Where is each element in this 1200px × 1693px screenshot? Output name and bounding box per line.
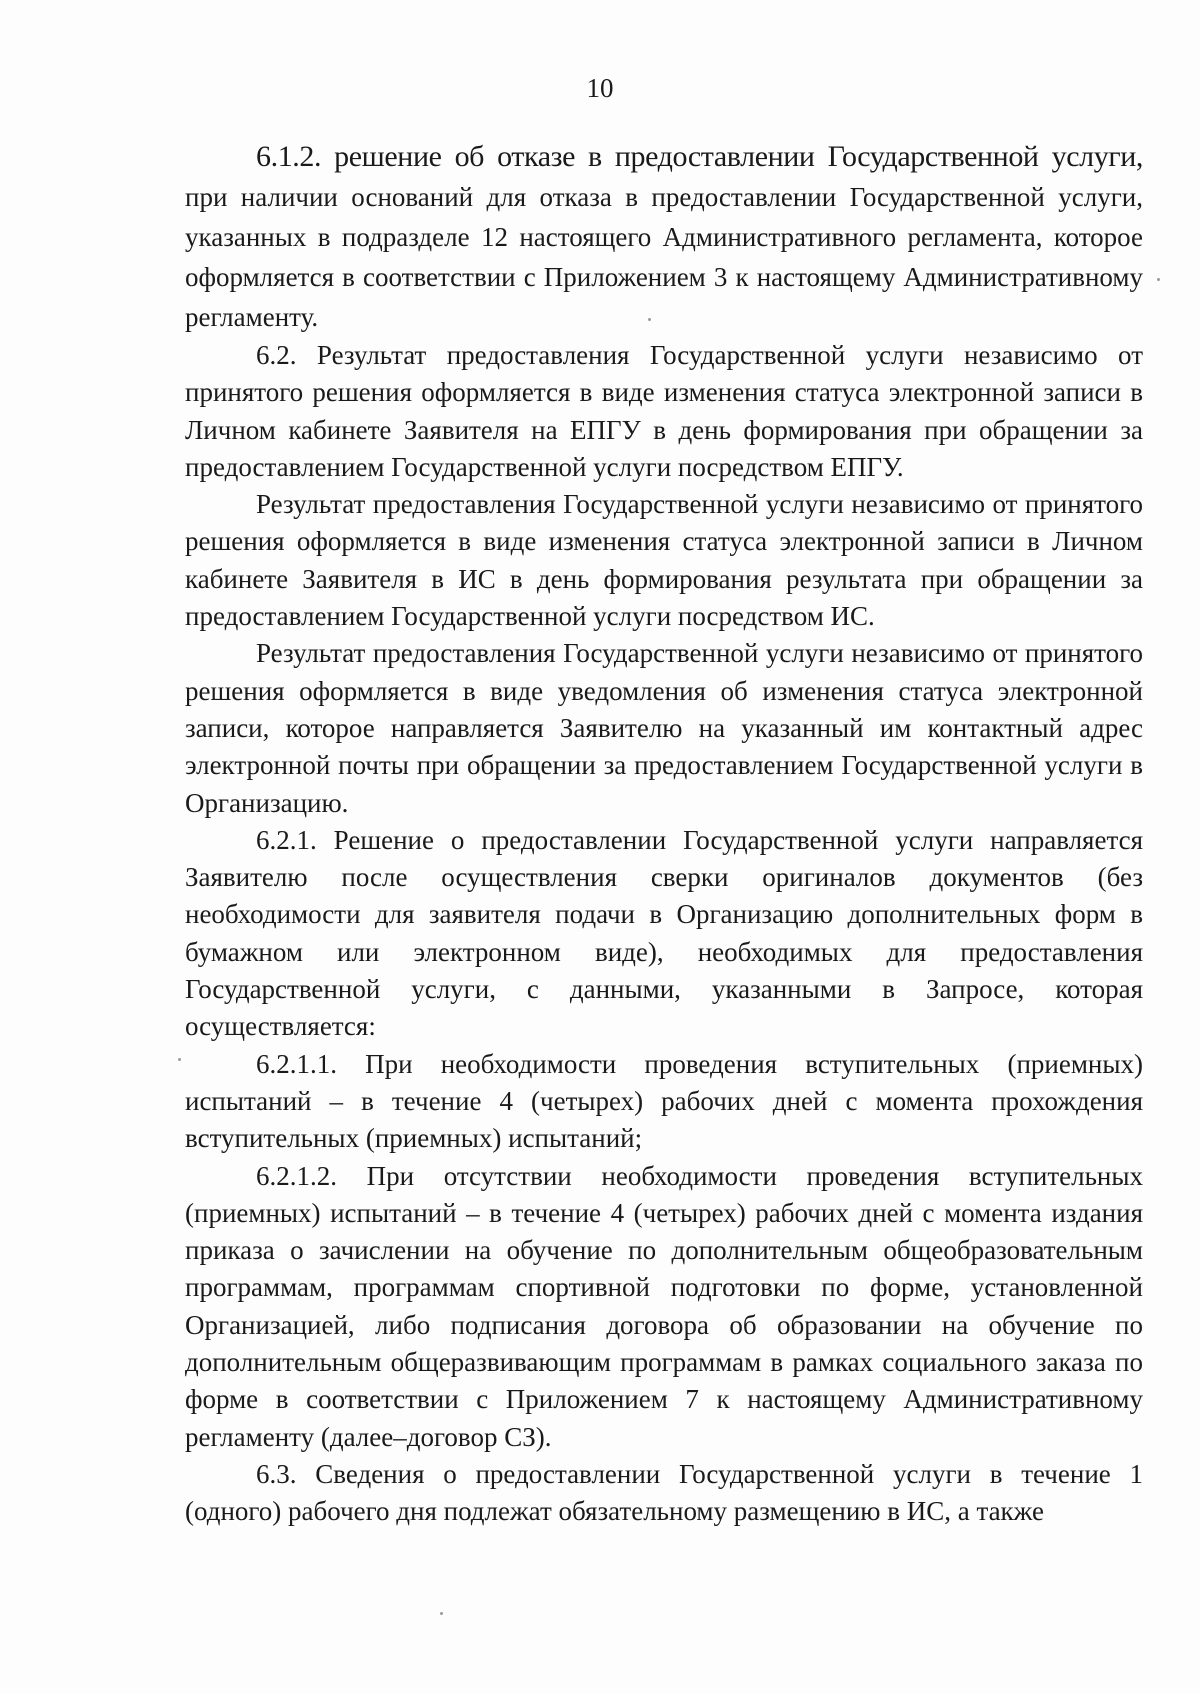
paragraph-6-2: 6.2. Результат предоставления Государственной услуги независимо от принятого решения оформляется в виде изменения статуса электронной записи в Личном кабинете Заявителя на ЕПГУ в день формирования при обращении за предоставлением Государственной услуги посредством ЕПГУ. [185, 340, 1143, 482]
scan-speck [178, 1058, 181, 1061]
paragraph-6-2-result-is: Результат предоставления Государственной услуги независимо от принятого решения оформляется в виде изменения статуса электронной записи в Личном кабинете Заявителя в ИС в день формирования результата при обращении за предоставлением Государственной услуги посредством ИС. [185, 489, 1143, 632]
document-body [185, 137, 1143, 1531]
paragraph-6-1-2 [185, 137, 1143, 337]
paragraph-6-2-result-organization: Результат предоставления Государственной услуги независимо от принятого решения оформляется в виде уведомления об изменения статуса электронной записи, которое направляется Заявителю на указанный им контактный адрес электронной почты при обращении за предоставлением Государственной услуги в Организацию. [185, 638, 1143, 818]
paragraph-6-2-1-1: 6.2.1.1. При необходимости проведения вступительных (приемных) испытаний – в течение 4 (четырех) рабочих дней с момента прохождения вступительных (приемных) испытаний; [185, 1048, 1143, 1154]
paragraph-6-2-1: 6.2.1. Решение о предоставлении Государственной услуги направляется Заявителю после осуществления сверки оригиналов документов (без необходимости для заявителя подачи в Организацию дополнительных форм в бумажном или электронном виде), необходимых для предоставления Государственной услуги, с данными, указанными в Запросе, которая осуществляется: [185, 824, 1143, 1042]
paragraph-6-3: 6.3. Сведения о предоставлении Государственной услуги в течение 1 (одного) рабочего дня подлежат обязательному размещению в ИС, а также [185, 1458, 1143, 1527]
paragraph-6-2-1-2: 6.2.1.2. При отсутствии необходимости проведения вступительных (приемных) испытаний – в течение 4 (четырех) рабочих дней с момента издания приказа о зачислении на обучение по дополнительным общеобразовательным программам, программам спортивной подготовки по форме, установленной Организацией, либо подписания договора об образовании на обучение по дополнительным общеразвивающим программам в рамках социального заказа по форме в соответствии с Приложением 7 к настоящему Административному регламенту (далее–договор СЗ). [185, 1160, 1143, 1452]
paragraph-6-1-2-text: при наличии оснований для отказа в предоставлении Государственной услуги, указанных в подразделе 12 настоящего Административного регламента, которое оформляется в соответствии с Приложением 3 к настоящему Административному регламенту. [185, 182, 1143, 332]
scan-speck [440, 1612, 443, 1615]
page-number: 10 [586, 73, 614, 103]
paragraph-6-1-2-lead: 6.1.2. решение об отказе в предоставлении Государственной услуги, [256, 140, 1143, 173]
scan-speck [648, 318, 651, 321]
scan-speck [1157, 278, 1160, 281]
